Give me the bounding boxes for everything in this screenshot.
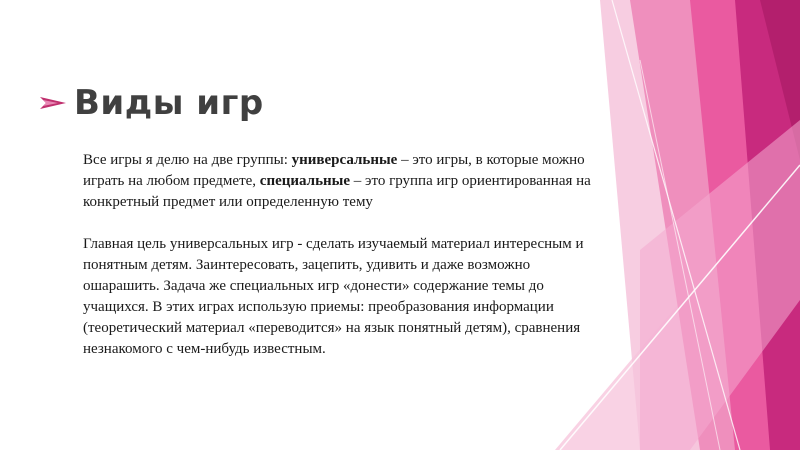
arrow-bullet-icon [40,95,66,111]
term-special: специальные [259,173,351,189]
paragraph-groups [83,150,603,213]
paragraph1-text-1: Все игры я делю на две группы: [83,152,292,168]
paragraph1-text-2: – это игры, в которые можно играть на любом предмете, [83,152,585,189]
paragraph1-text-3: – это группа игр ориентированная на конкретный предмет или определенную тему [83,173,591,210]
title-row [40,78,264,128]
slide-title: Виды игр [74,83,264,123]
term-universal: универсальные [291,152,398,168]
slide-body [83,150,603,360]
paragraph-goals: Главная цель универсальных игр - сделать изучаемый материал интересным и понятным детям. Заинтересовать, зацепить, удивить и даже возможно ошарашить. Задача же специальных игр «донести» содержание темы до учащихся. В этих играх использую приемы: преобразования информации (теоретический материал «переводится» на язык понятный детям), сравнения незнакомого с чем-нибудь известным. [83,236,584,357]
